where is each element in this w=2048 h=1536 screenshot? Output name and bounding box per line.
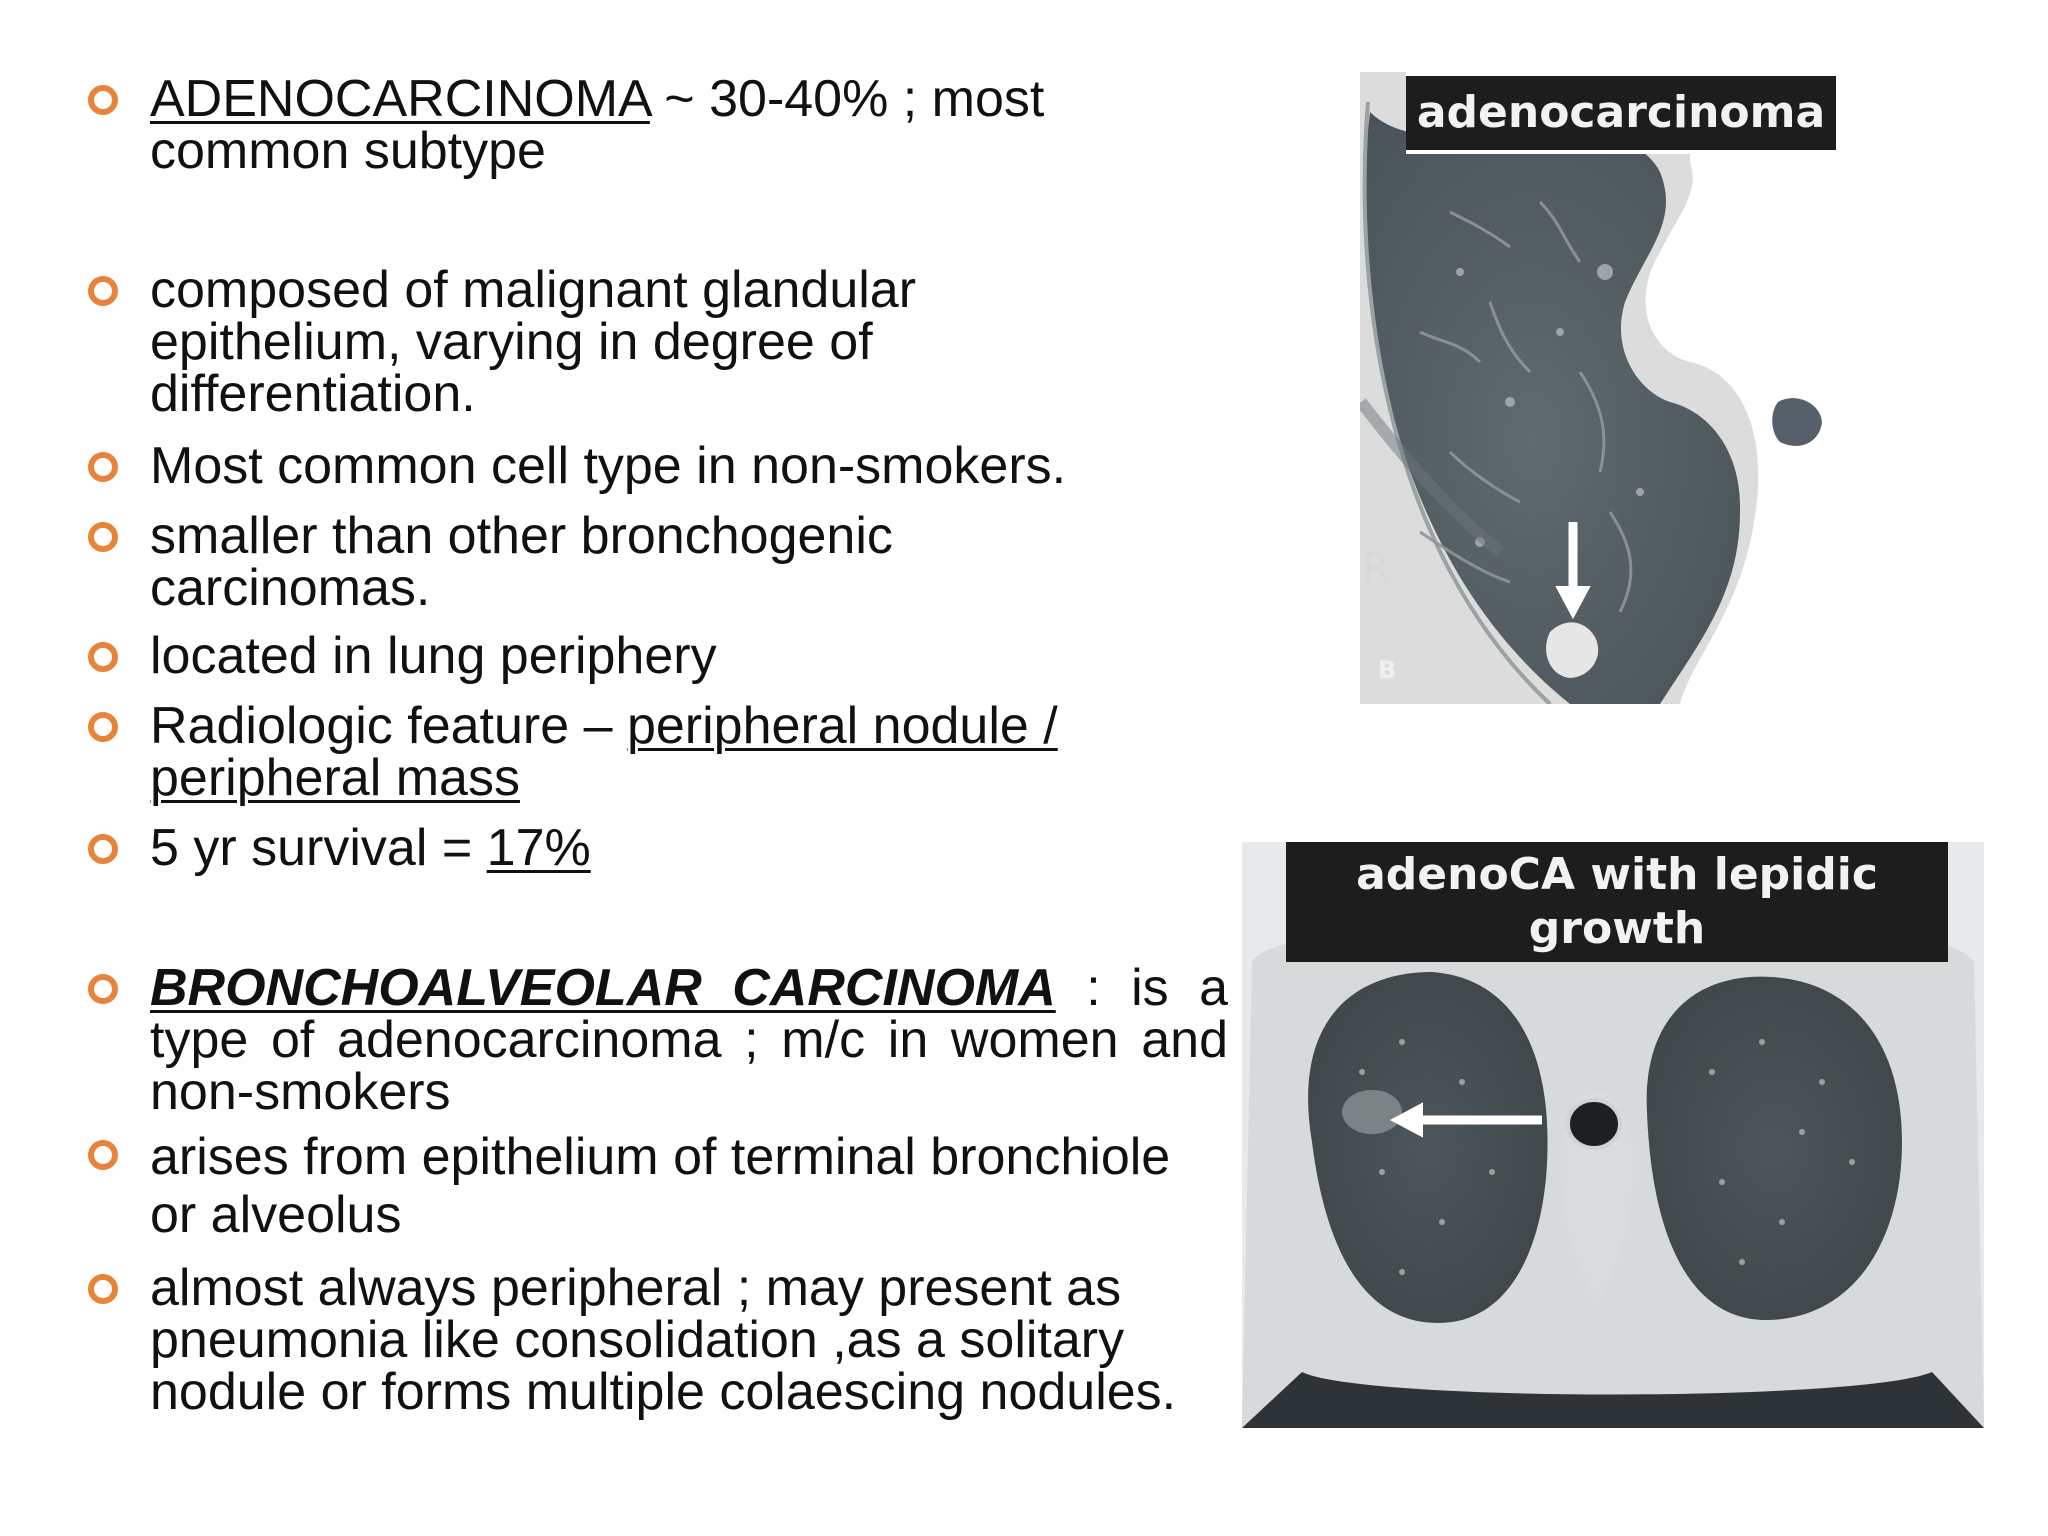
bullet-presentation: almost always peripheral ; may present as pneumonia like consolidation ,as a solitary nodule or forms multiple colaescing nodules. bbox=[150, 1262, 1180, 1418]
bullet-marker-icon bbox=[88, 522, 118, 552]
bullet-marker-icon bbox=[88, 85, 118, 115]
ct-figure-adenocarcinoma bbox=[1360, 72, 1836, 704]
bullet-marker-icon bbox=[88, 642, 118, 672]
bullet-marker-icon bbox=[88, 1274, 118, 1304]
bullet-size: smaller than other bronchogenic carcinomas. bbox=[150, 510, 1030, 614]
bronchoalveolar-heading: BRONCHOALVEOLAR CARCINOMA bbox=[150, 959, 1056, 1017]
bullet-origin: arises from epithelium of terminal bronchiole or alveolus bbox=[150, 1128, 1228, 1244]
ct-scan-image bbox=[1360, 72, 1836, 704]
ct-figure-lepidic bbox=[1242, 842, 1984, 1428]
bullet-non-smokers: Most common cell type in non-smokers. bbox=[150, 440, 1228, 492]
bullet-location: located in lung periphery bbox=[150, 630, 1228, 682]
bullet-marker-icon bbox=[88, 712, 118, 742]
bullet-marker-icon bbox=[88, 452, 118, 482]
bullet-radiologic-feature: Radiologic feature – peripheral nodule / peripheral mass bbox=[150, 700, 1140, 804]
bullet-marker-icon bbox=[88, 276, 118, 306]
bullet-adenocarcinoma: ADENOCARCINOMA ~ 30-40% ; most common subtype bbox=[150, 73, 1150, 177]
bullet-bronchoalveolar: BRONCHOALVEOLAR CARCINOMA : is a type of adenocarcinoma ; m/c in women and non-smokers bbox=[150, 962, 1228, 1118]
bullet-marker-icon bbox=[88, 974, 118, 1004]
bullet-marker-icon bbox=[88, 834, 118, 864]
figure-label: adenocarcinoma bbox=[1406, 76, 1836, 150]
adenocarcinoma-heading: ADENOCARCINOMA bbox=[150, 70, 650, 128]
bullet-marker-icon bbox=[88, 1140, 118, 1170]
ct-panel-marker-b: B bbox=[1378, 656, 1397, 684]
bullet-survival: 5 yr survival = 17% bbox=[150, 822, 1228, 874]
bullet-composition: composed of malignant glandular epithelium, varying in degree of differentiation. bbox=[150, 264, 1020, 420]
figure-label: adenoCA with lepidic growth bbox=[1286, 842, 1948, 962]
ct-side-marker-r: R bbox=[1362, 546, 1390, 592]
